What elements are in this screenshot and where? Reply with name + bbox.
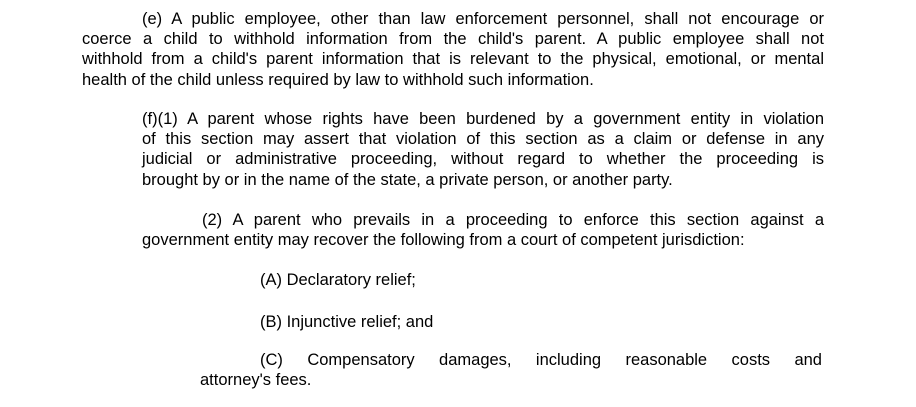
paragraph-f1-line: judicial or administrative proceeding, without regard to whether the proceeding is [142,150,824,169]
paragraph-e-line: withhold from a child's parent information that is relevant to the physical, emotional, or mental [82,50,824,69]
paragraph-f1 [142,109,824,190]
paragraph-e-line: coerce a child to withhold information from the child's parent. A public employee shall not [82,30,824,49]
paragraph-f1-line: of this section may assert that violation of this section as a claim or defense in any [142,130,824,149]
item-c-line: (C) Compensatory damages, including reasonable costs and [260,351,822,369]
item-a [260,270,820,290]
paragraph-e [82,9,824,90]
paragraph-f2-line: (2) A parent who prevails in a proceeding to enforce this section against a [202,211,824,229]
paragraph-f1-line: (f)(1) A parent whose rights have been burdened by a government entity in violation [142,110,824,128]
paragraph-f2-line: government entity may recover the following from a court of competent jurisdiction: [142,231,745,250]
paragraph-f1-line: brought by or in the name of the state, a private person, or another party. [142,170,673,189]
item-c-line: attorney's fees. [200,371,312,390]
paragraph-e-line: health of the child unless required by law to withhold such information. [82,70,594,89]
item-b [260,312,820,332]
paragraph-f2 [142,210,824,250]
item-b-text: (B) Injunctive relief; and [260,313,434,331]
item-c [200,350,822,390]
item-a-text: (A) Declaratory relief; [260,271,416,289]
paragraph-e-line: (e) A public employee, other than law enforcement personnel, shall not encourage or [142,10,824,28]
